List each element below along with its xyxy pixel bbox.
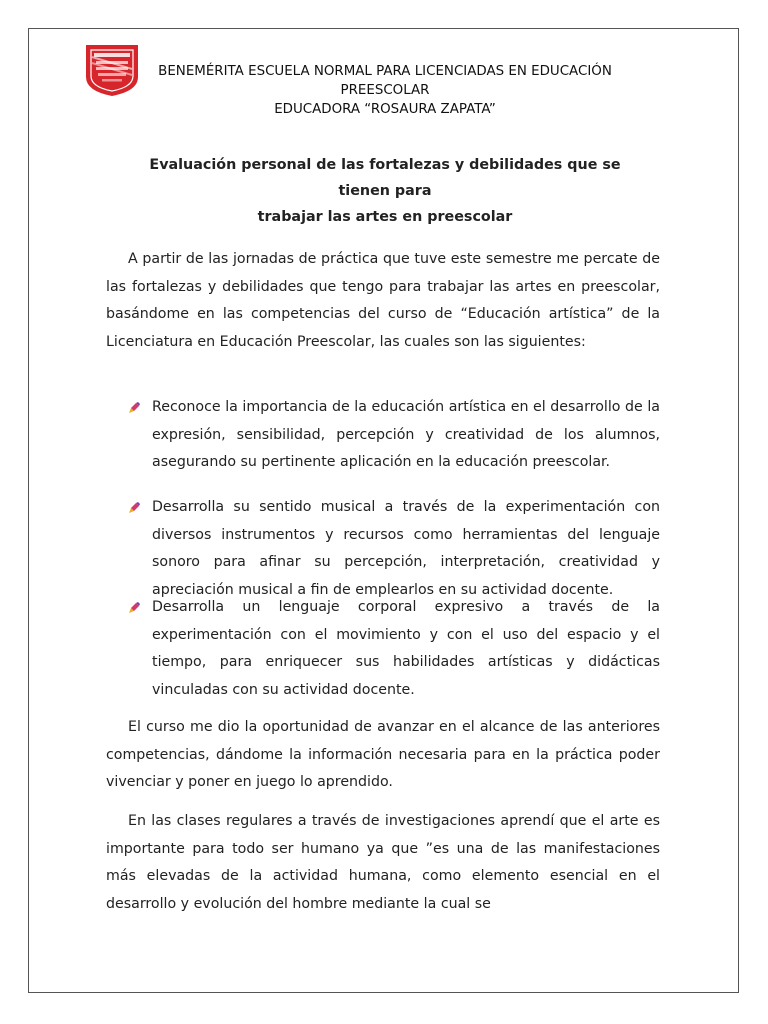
second-paragraph: El curso me dio la oportunidad de avanzar en el alcance de las anteriores competencias, dándome la información necesaria para en la práctica poder vivenciar y poner en juego lo aprendido. [106,719,660,790]
header-line-2: PREESCOLAR [340,83,430,98]
list-item [128,594,660,704]
header-line-1: BENEMÉRITA ESCUELA NORMAL PARA LICENCIADAS EN EDUCACIÓN [158,64,612,79]
title-line-1: Evaluación personal de las fortalezas y debilidades que se [149,157,621,173]
list-item [128,494,660,604]
institution-header [100,62,670,119]
header-line-3: EDUCADORA “ROSAURA ZAPATA” [274,102,496,117]
third-paragraph: En las clases regulares a través de investigaciones aprendí que el arte es importante para todo ser humano ya que ”es una de las manifestaciones más elevadas de la actividad humana, como elemento esencial en el desarrollo y evolución del hombre mediante la cual se [106,813,660,912]
title-line-3: trabajar las artes en preescolar [257,209,513,225]
title-line-2: tienen para [338,183,432,199]
pencil-bullet-icon [128,602,140,614]
list-item [128,394,660,477]
pencil-bullet-icon [128,502,140,514]
document-title [100,152,670,230]
intro-paragraph: A partir de las jornadas de práctica que tuve este semestre me percate de las fortalezas y debilidades que tengo para trabajar las artes en preescolar, basándome en las competencias del curso de “Educación artística” de la Licenciatura en Educación Preescolar, las cuales son las siguientes: [106,251,660,350]
competency-text: Desarrolla su sentido musical a través de la experimentación con diversos instrumentos y recursos como herramientas del lenguaje sonoro para afinar su percepción, interpretación, creatividad y apreciación musical a fin de emplearlos en su actividad docente. [152,499,660,598]
pencil-bullet-icon [128,402,140,414]
competency-text: Reconoce la importancia de la educación artística en el desarrollo de la expresión, sensibilidad, percepción y creatividad de los alumnos, asegurando su pertinente aplicación en la educación preescolar. [152,399,660,470]
competency-text: Desarrolla un lenguaje corporal expresivo a través de la experimentación con el movimiento y con el uso del espacio y el tiempo, para enriquecer sus habilidades artísticas y didácticas vinculadas con su actividad docente. [152,599,660,698]
